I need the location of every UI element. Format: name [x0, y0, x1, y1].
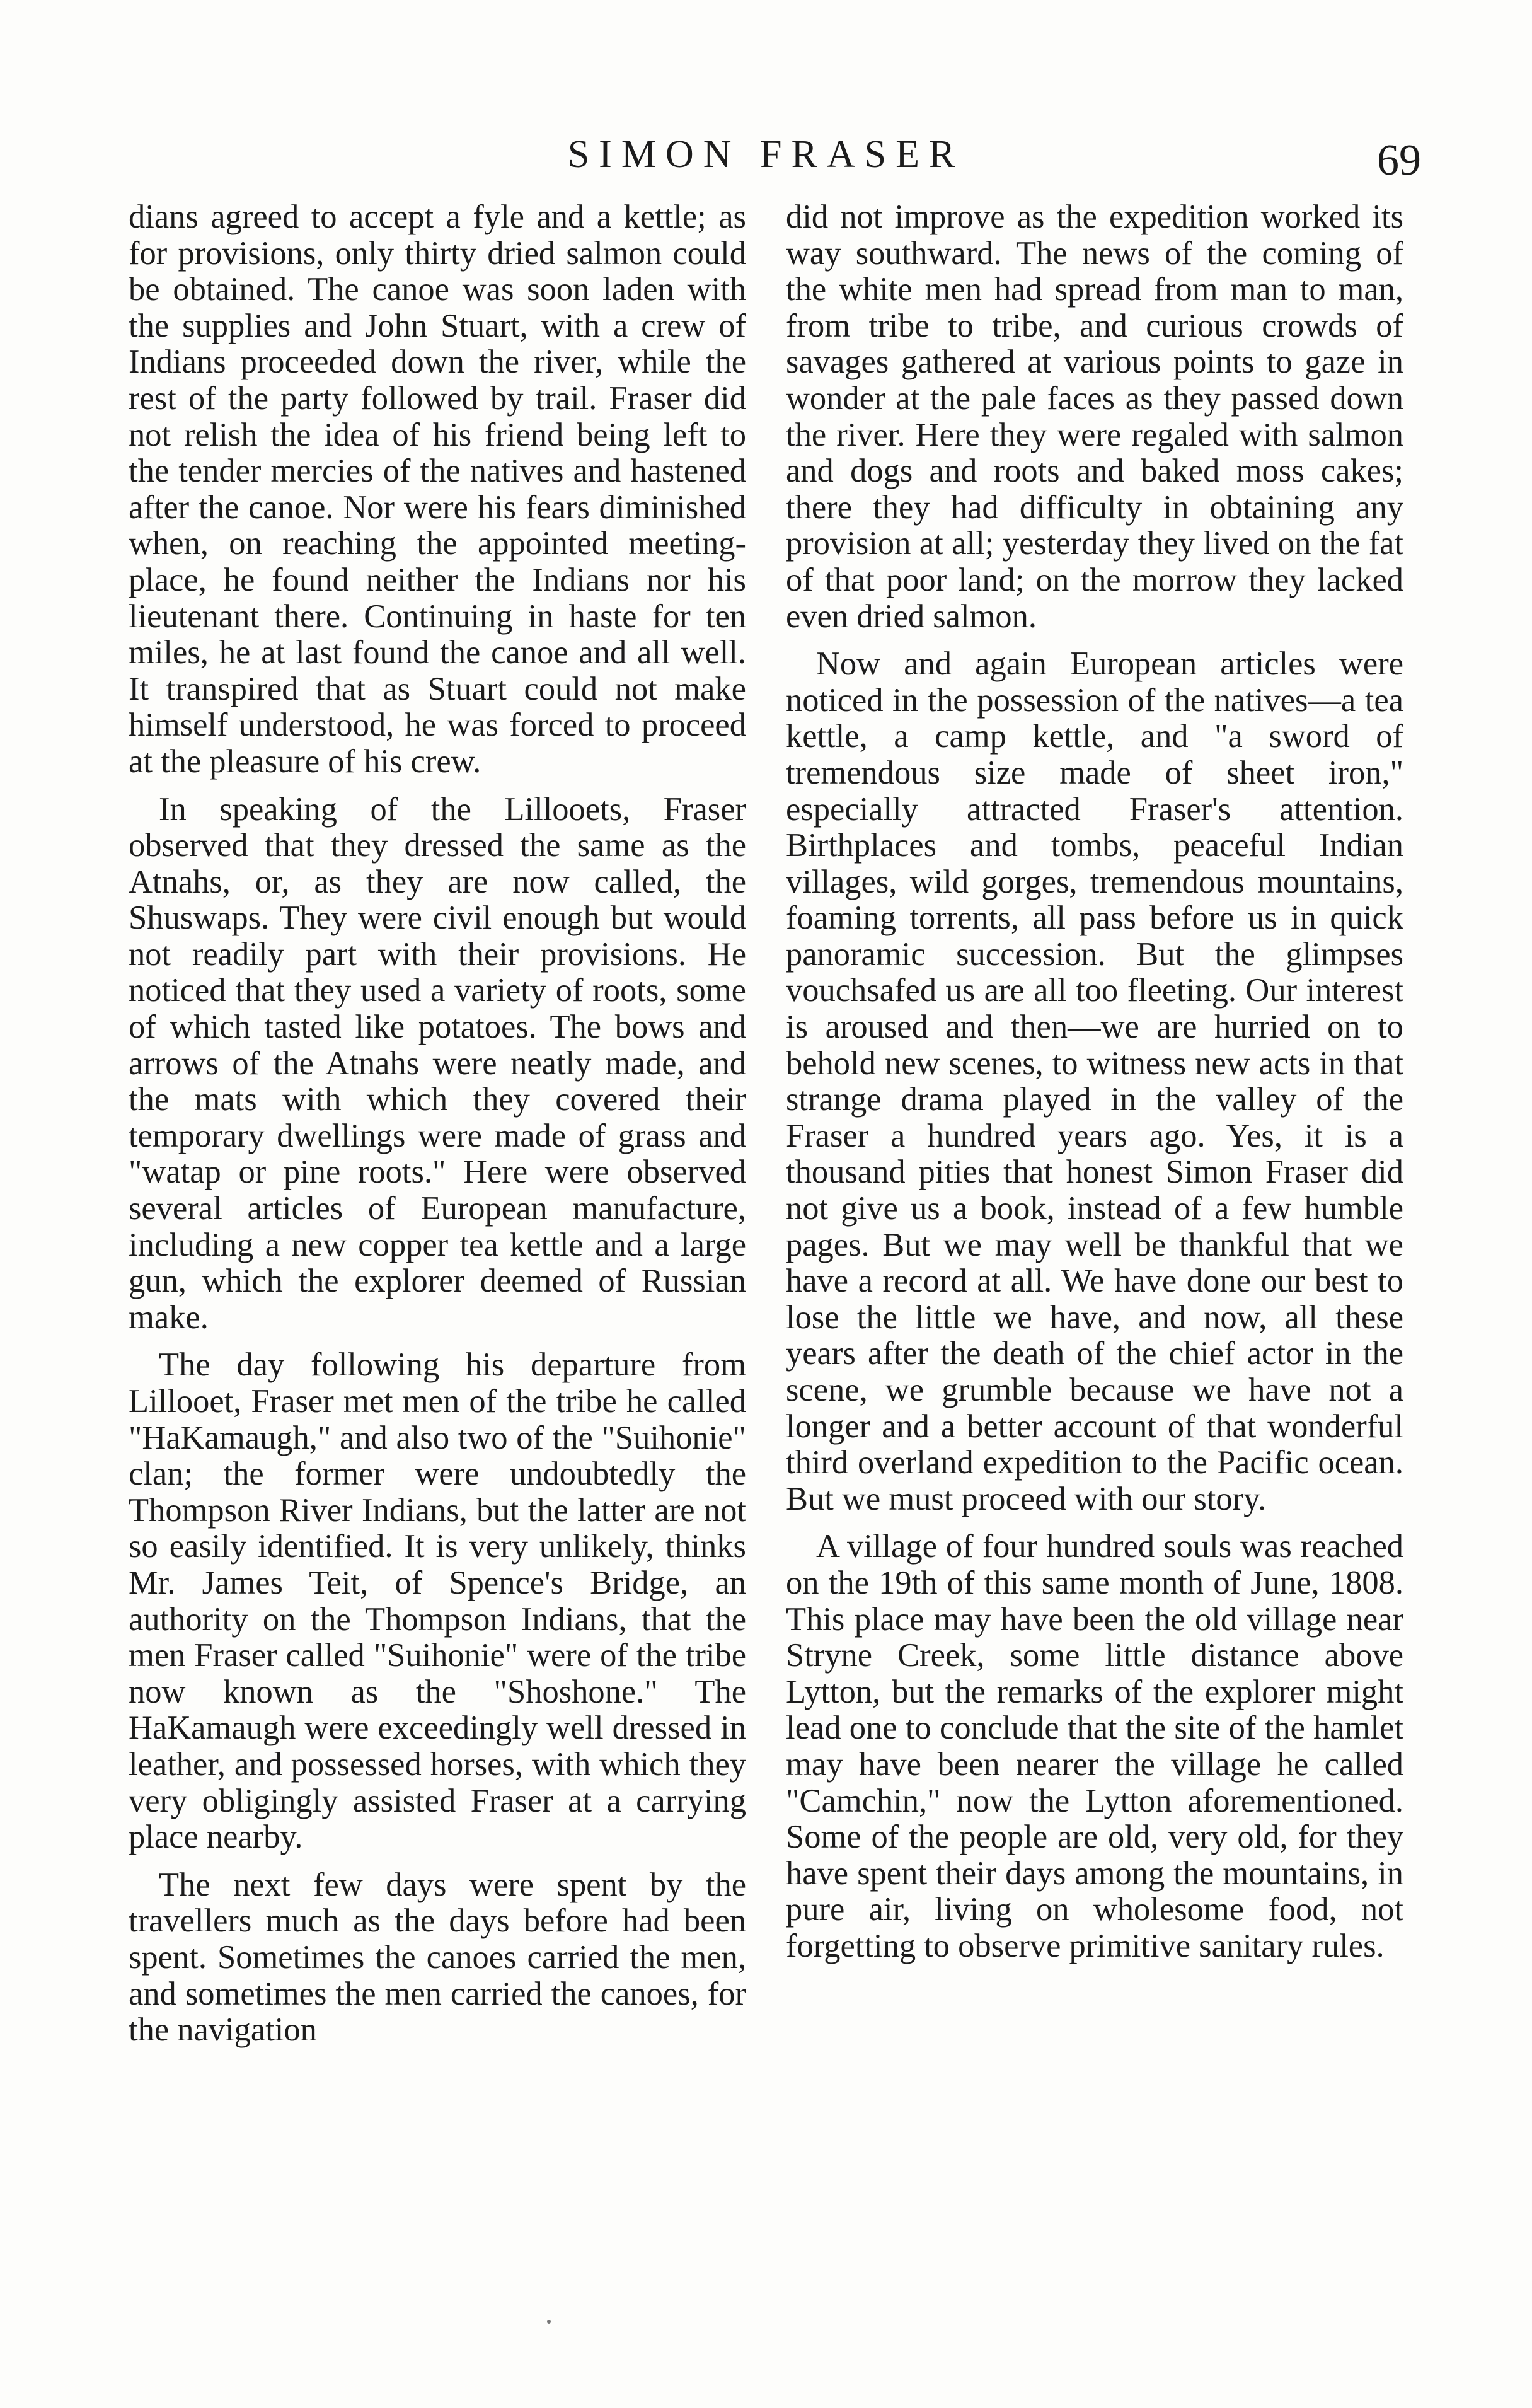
left-column [129, 199, 746, 2279]
page-number: 69 [1377, 136, 1421, 185]
paragraph: A village of four hundred souls was reached on the 19th of this same month of June, 1808. This place may have been the old village near Stryne Creek, some little distance above Lytton, but the remarks of the explorer might lead one to conclude that the site of the hamlet may have been nearer the village he called "Camchin," now the Lytton aforementioned. Some of the people are old, very old, for they have spent their days among the mountains, in pure air, living on wholesome food, not forgetting to observe primitive sanitary rules. [786, 1528, 1403, 1964]
running-title: SIMON FRASER [567, 133, 965, 176]
paragraph: dians agreed to accept a fyle and a kettle; as for provisions, only thirty dried salmon could be obtained. The canoe was soon laden with the supplies and John Stuart, with a crew of Indians proceeded down the river, while the rest of the party followed by trail. Fraser did not relish the idea of his friend being left to the tender mercies of the natives and hastened after the canoe. Nor were his fears diminished when, on reaching the appointed meeting-place, he found neither the Indians nor his lieutenant there. Continuing in haste for ten miles, he at last found the canoe and all well. It transpired that as Stuart could not make himself understood, he was forced to proceed at the pleasure of his crew. [129, 199, 746, 780]
paragraph: did not improve as the expedition worked its way southward. The news of the coming of the white men had spread from man to man, from tribe to tribe, and curious crowds of savages gathered at various points to gaze in wonder at the pale faces as they passed down the river. Here they were regaled with salmon and dogs and roots and baked moss cakes; there they had difficulty in obtaining any provision at all; yesterday they lived on the fat of that poor land; on the morrow they lacked even dried salmon. [786, 199, 1403, 635]
paragraph: In speaking of the Lillooets, Fraser observed that they dressed the same as the Atnahs, or, as they are now called, the Shuswaps. They were civil enough but would not readily part with their provisions. He noticed that they used a variety of roots, some of which tasted like potatoes. The bows and arrows of the Atnahs were neatly made, and the mats with which they covered their temporary dwellings were made of grass and "watap or pine roots." Here were observed several articles of European manufacture, including a new copper tea kettle and a large gun, which the explorer deemed of Russian make. [129, 790, 746, 1336]
paragraph: The next few days were spent by the travellers much as the days before had been spent. Sometimes the canoes carried the men, and sometimes the men carried the canoes, for the navigation [129, 1866, 746, 2049]
paragraph: The day following his departure from Lillooet, Fraser met men of the tribe he called "HaKamaugh," and also two of the "Suihonie" clan; the former were undoubtedly the Thompson River Indians, but the latter are not so easily identified. It is very unlikely, thinks Mr. James Teit, of Spence's Bridge, an authority on the Thompson Indians, that the men Fraser called "Suihonie" were of the tribe now known as the "Shoshone." The HaKamaugh were exceedingly well dressed in leather, and possessed horses, with which they very obligingly assisted Fraser at a carrying place nearby. [129, 1346, 746, 1856]
paragraph: Now and again European articles were noticed in the possession of the natives—a tea kettle, a camp kettle, and "a sword of tremendous size made of sheet iron," especially attracted Fraser's attention. Birthplaces and tombs, peaceful Indian villages, wild gorges, tremendous mountains, foaming torrents, all pass before us in quick panoramic succession. But the glimpses vouchsafed us are all too fleeting. Our interest is aroused and then—we are hurried on to behold new scenes, to witness new acts in that strange drama played in the valley of the Fraser a hundred years ago. Yes, it is a thousand pities that honest Simon Fraser did not give us a book, instead of a few humble pages. But we may well be thankful that we have a record at all. We have done our best to lose the little we have, and now, all these years after the death of the chief actor in the scene, we grumble because we have not a longer and a better account of that wonderful third overland expedition to the Pacific ocean. But we must proceed with our story. [786, 645, 1403, 1517]
print-speck [547, 2320, 551, 2324]
right-column [786, 199, 1403, 2279]
running-head [0, 126, 1532, 183]
